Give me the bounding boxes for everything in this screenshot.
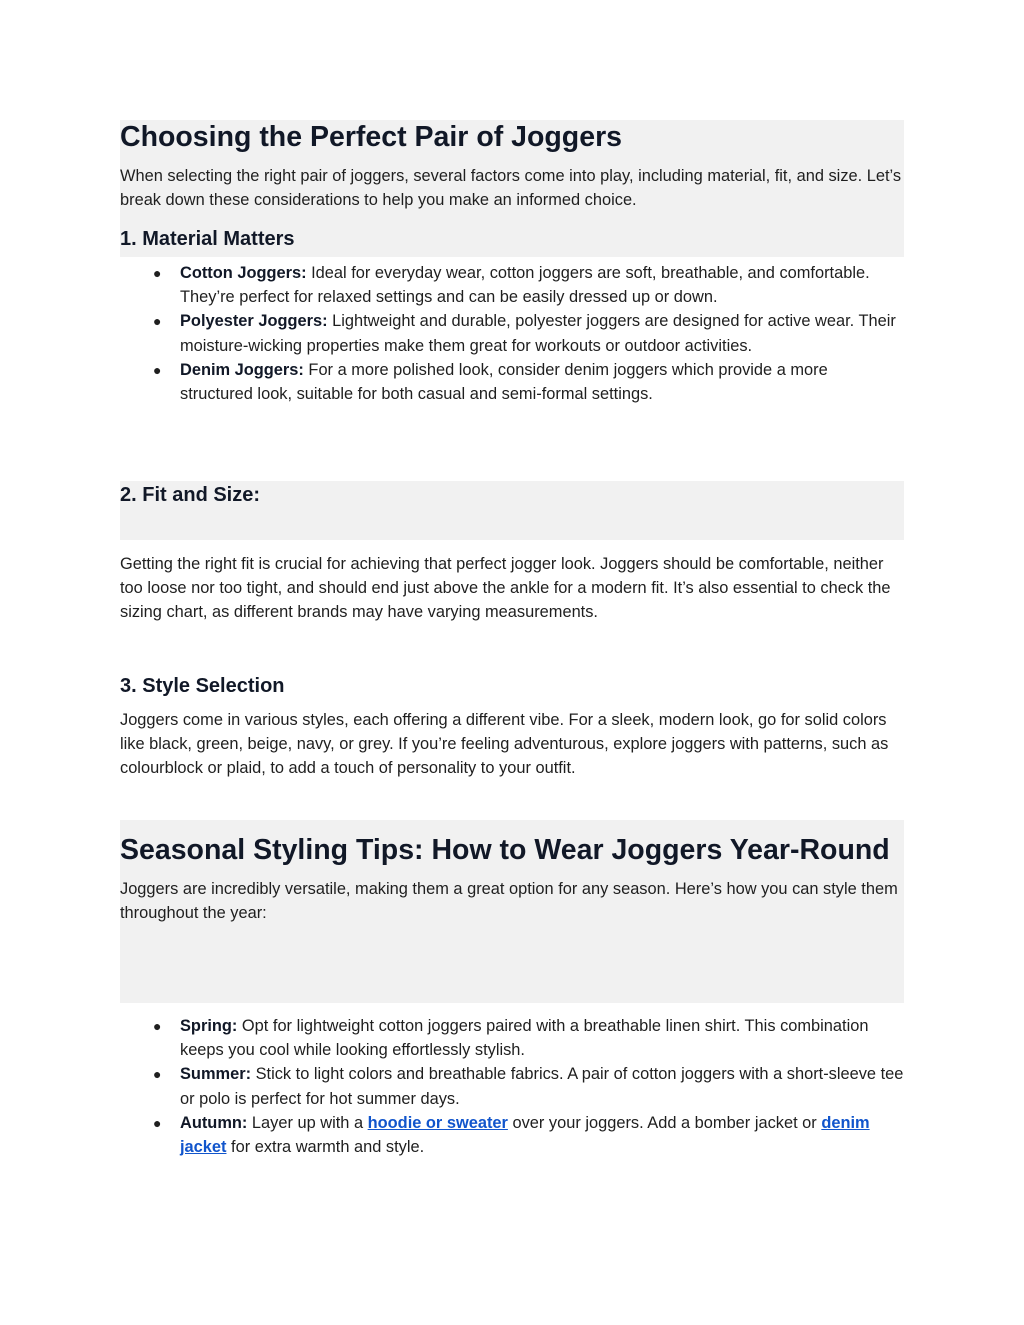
style-paragraph: Joggers come in various styles, each offering a different vibe. For a sleek, modern look, go for solid colors like black, green, beige, navy, or grey. If you’re feeling adventurous, explore joggers with patterns, such as colourblock or plaid, to add a touch of personality to your outfit.	[120, 711, 889, 778]
list-item-text: Lightweight and durable, polyester joggers are designed for active wear. Their moisture-wicking properties make them great for workouts or outdoor activities.	[180, 312, 896, 355]
season-text: Layer up with a	[247, 1113, 368, 1132]
seasons-list	[120, 1014, 904, 1159]
list-item-text: Ideal for everyday wear, cotton joggers are soft, breathable, and comfortable. They’re perfect for relaxed settings and can be easily dressed up or down.	[180, 264, 870, 307]
seasonal-intro-paragraph: Joggers are incredibly versatile, making them a great option for any season. Here’s how you can style them throughout the year:	[120, 880, 898, 923]
list-item-term: Denim Joggers:	[180, 360, 304, 379]
season-term: Summer:	[180, 1065, 252, 1084]
season-text: Opt for lightweight cotton joggers paired with a breathable linen shirt. This combination keeps you cool while looking effortlessly stylish.	[180, 1017, 869, 1060]
list-item	[120, 261, 904, 309]
heading-material: 1. Material Matters	[120, 228, 295, 250]
list-item	[120, 309, 904, 357]
season-text: over your joggers. Add a bomber jacket or	[507, 1113, 822, 1132]
heading-style: 3. Style Selection	[120, 675, 285, 697]
bullet-icon: ●	[153, 313, 162, 330]
intro-paragraph: When selecting the right pair of joggers, several factors come into play, including material, fit, and size. Let’s break down these considerations to help you make an informed choice.	[120, 167, 902, 210]
bullet-icon: ●	[153, 1018, 162, 1034]
list-item-term: Polyester Joggers:	[180, 312, 328, 331]
list-item-spring	[120, 1014, 904, 1062]
hoodie-or-sweater-link[interactable]: hoodie or sweater	[367, 1113, 508, 1132]
season-term: Autumn:	[180, 1113, 248, 1132]
season-text: for extra warmth and style.	[226, 1138, 425, 1157]
bullet-icon: ●	[153, 265, 162, 281]
season-text: Stick to light colors and breathable fabrics. A pair of cotton joggers with a short-sleeve tee or polo is perfect for hot summer days.	[180, 1065, 904, 1108]
bullet-icon: ●	[153, 1066, 162, 1083]
list-item-summer	[120, 1062, 904, 1110]
fit-paragraph: Getting the right fit is crucial for achieving that perfect jogger look. Joggers should be comfortable, neither too loose nor too tight, and should end just above the ankle for a modern fit. It’s also essential to check the sizing chart, as different brands may have varying measurements.	[120, 555, 891, 622]
section-title-choosing: Choosing the Perfect Pair of Joggers	[120, 121, 623, 153]
bullet-icon: ●	[153, 1114, 162, 1131]
heading-fit: 2. Fit and Size:	[120, 484, 261, 506]
list-item-term: Cotton Joggers:	[180, 264, 307, 282]
list-item-autumn	[120, 1111, 904, 1159]
material-list	[120, 261, 904, 406]
list-item	[120, 358, 904, 406]
bullet-icon: ●	[153, 361, 162, 378]
denim-jacket-link[interactable]: denim jacket	[180, 1113, 870, 1157]
season-term: Spring:	[180, 1017, 238, 1035]
list-item-text: For a more polished look, consider denim joggers which provide a more structured look, suitable for both casual and semi-formal settings.	[180, 360, 828, 404]
section-title-seasonal: Seasonal Styling Tips: How to Wear Joggers Year-Round	[120, 834, 890, 866]
